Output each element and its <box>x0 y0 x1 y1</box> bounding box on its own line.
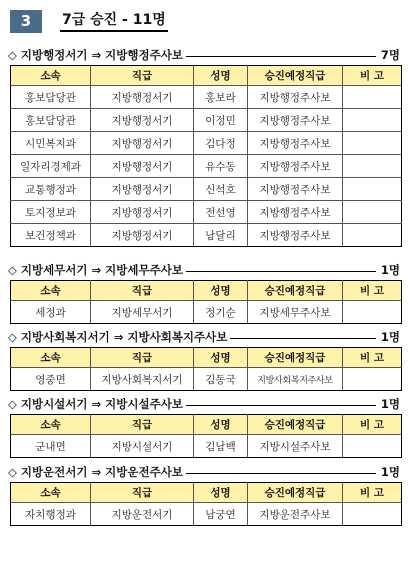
column-header: 승진예정직급 <box>248 66 343 86</box>
table-row <box>11 109 402 132</box>
section-heading <box>8 330 400 345</box>
cell-target-rank: 지방시설주사보 <box>248 435 343 458</box>
cell-remarks <box>343 155 402 178</box>
section-heading <box>8 48 400 63</box>
table-row <box>11 132 402 155</box>
cell-rank: 지방행정서기 <box>91 201 194 224</box>
section-count: 1명 <box>378 330 400 345</box>
cell-name: 남달리 <box>194 224 248 247</box>
table-header-row <box>11 483 402 503</box>
promotion-table <box>10 482 402 526</box>
column-header: 소속 <box>11 348 91 368</box>
cell-department: 보건정책과 <box>11 224 91 247</box>
table-row <box>11 178 402 201</box>
column-header: 비 고 <box>343 415 402 435</box>
cell-remarks <box>343 201 402 224</box>
column-header: 직급 <box>91 66 194 86</box>
cell-department: 자치행정과 <box>11 503 91 526</box>
cell-rank: 지방사회복지서기 <box>91 368 194 391</box>
column-header: 승진예정직급 <box>248 415 343 435</box>
cell-department: 영중면 <box>11 368 91 391</box>
section-5 <box>8 465 400 526</box>
section-1 <box>8 48 400 247</box>
column-header: 직급 <box>91 348 194 368</box>
table-row <box>11 503 402 526</box>
cell-department: 홍보담당관 <box>11 109 91 132</box>
section-4 <box>8 397 400 458</box>
heading-rule <box>213 338 376 339</box>
promotion-table <box>10 347 402 391</box>
cell-target-rank: 지방사회복지주사보 <box>248 368 343 391</box>
cell-target-rank: 지방행정주사보 <box>248 132 343 155</box>
column-header: 성명 <box>194 415 248 435</box>
cell-name: 이정민 <box>194 109 248 132</box>
section-count: 7명 <box>378 48 400 63</box>
cell-name: 신석호 <box>194 178 248 201</box>
table-row <box>11 224 402 247</box>
cell-rank: 지방운전서기 <box>91 503 194 526</box>
section-count: 1명 <box>378 263 400 278</box>
column-header: 직급 <box>91 483 194 503</box>
cell-department: 시민복지과 <box>11 132 91 155</box>
cell-remarks <box>343 301 402 324</box>
column-header: 직급 <box>91 281 194 301</box>
section-count: 1명 <box>378 465 400 480</box>
column-header: 성명 <box>194 348 248 368</box>
cell-department: 일자리경제과 <box>11 155 91 178</box>
table-row <box>11 368 402 391</box>
table-header-row <box>11 415 402 435</box>
cell-name: 전선영 <box>194 201 248 224</box>
cell-department: 교통행정과 <box>11 178 91 201</box>
section-title: ◇ 지방행정서기 ⇒ 지방행정주사보 <box>8 48 186 63</box>
table-header-row <box>11 281 402 301</box>
cell-rank: 지방시설서기 <box>91 435 194 458</box>
section-title: ◇ 지방운전서기 ⇒ 지방운전주사보 <box>8 465 186 480</box>
table-row <box>11 435 402 458</box>
promotion-table <box>10 414 402 458</box>
cell-name: 김남백 <box>194 435 248 458</box>
table-row <box>11 301 402 324</box>
table-row <box>11 86 402 109</box>
section-heading <box>8 465 400 480</box>
column-header: 성명 <box>194 66 248 86</box>
page-title: 7급 승진 - 11명 <box>60 11 168 32</box>
table-header-row <box>11 348 402 368</box>
cell-remarks <box>343 109 402 132</box>
heading-rule <box>158 56 376 57</box>
section-count: 1명 <box>378 397 400 412</box>
cell-rank: 지방행정서기 <box>91 155 194 178</box>
cell-remarks <box>343 224 402 247</box>
section-heading <box>8 263 400 278</box>
cell-department: 홍보담당관 <box>11 86 91 109</box>
column-header: 소속 <box>11 281 91 301</box>
section-number-badge: 3 <box>10 10 42 33</box>
cell-rank: 지방행정서기 <box>91 178 194 201</box>
cell-rank: 지방행정서기 <box>91 86 194 109</box>
cell-name: 홍보라 <box>194 86 248 109</box>
column-header: 소속 <box>11 415 91 435</box>
cell-remarks <box>343 368 402 391</box>
table-row <box>11 201 402 224</box>
cell-remarks <box>343 86 402 109</box>
cell-rank: 지방세무서기 <box>91 301 194 324</box>
section-2 <box>8 263 400 324</box>
promotion-table <box>10 280 402 324</box>
column-header: 직급 <box>91 415 194 435</box>
cell-target-rank: 지방행정주사보 <box>248 109 343 132</box>
column-header: 성명 <box>194 483 248 503</box>
column-header: 성명 <box>194 281 248 301</box>
cell-remarks <box>343 132 402 155</box>
cell-target-rank: 지방행정주사보 <box>248 155 343 178</box>
cell-target-rank: 지방행정주사보 <box>248 224 343 247</box>
cell-target-rank: 지방행정주사보 <box>248 178 343 201</box>
cell-name: 정기순 <box>194 301 248 324</box>
cell-rank: 지방행정서기 <box>91 132 194 155</box>
column-header: 비 고 <box>343 348 402 368</box>
cell-department: 군내면 <box>11 435 91 458</box>
cell-target-rank: 지방행정주사보 <box>248 86 343 109</box>
cell-rank: 지방행정서기 <box>91 224 194 247</box>
column-header: 비 고 <box>343 281 402 301</box>
promotion-table <box>10 65 402 247</box>
column-header: 비 고 <box>343 66 402 86</box>
column-header: 소속 <box>11 66 91 86</box>
heading-rule <box>158 271 376 272</box>
column-header: 승진예정직급 <box>248 281 343 301</box>
cell-remarks <box>343 503 402 526</box>
table-header-row <box>11 66 402 86</box>
column-header: 비 고 <box>343 483 402 503</box>
cell-remarks <box>343 178 402 201</box>
section-3 <box>8 330 400 391</box>
cell-target-rank: 지방세무주사보 <box>248 301 343 324</box>
section-title: ◇ 지방세무서기 ⇒ 지방세무주사보 <box>8 263 186 278</box>
cell-department: 토지정보과 <box>11 201 91 224</box>
cell-name: 남궁연 <box>194 503 248 526</box>
cell-department: 세정과 <box>11 301 91 324</box>
cell-name: 유수동 <box>194 155 248 178</box>
cell-target-rank: 지방운전주사보 <box>248 503 343 526</box>
cell-name: 김다정 <box>194 132 248 155</box>
heading-rule <box>158 473 376 474</box>
section-heading <box>8 397 400 412</box>
column-header: 소속 <box>11 483 91 503</box>
cell-name: 김동국 <box>194 368 248 391</box>
cell-target-rank: 지방행정주사보 <box>248 201 343 224</box>
section-title: ◇ 지방사회복지서기 ⇒ 지방사회복지주사보 <box>8 330 230 345</box>
column-header: 승진예정직급 <box>248 348 343 368</box>
cell-rank: 지방행정서기 <box>91 109 194 132</box>
heading-rule <box>158 405 376 406</box>
page-header <box>10 9 168 33</box>
table-row <box>11 155 402 178</box>
cell-remarks <box>343 435 402 458</box>
column-header: 승진예정직급 <box>248 483 343 503</box>
section-title: ◇ 지방시설서기 ⇒ 지방시설주사보 <box>8 397 186 412</box>
